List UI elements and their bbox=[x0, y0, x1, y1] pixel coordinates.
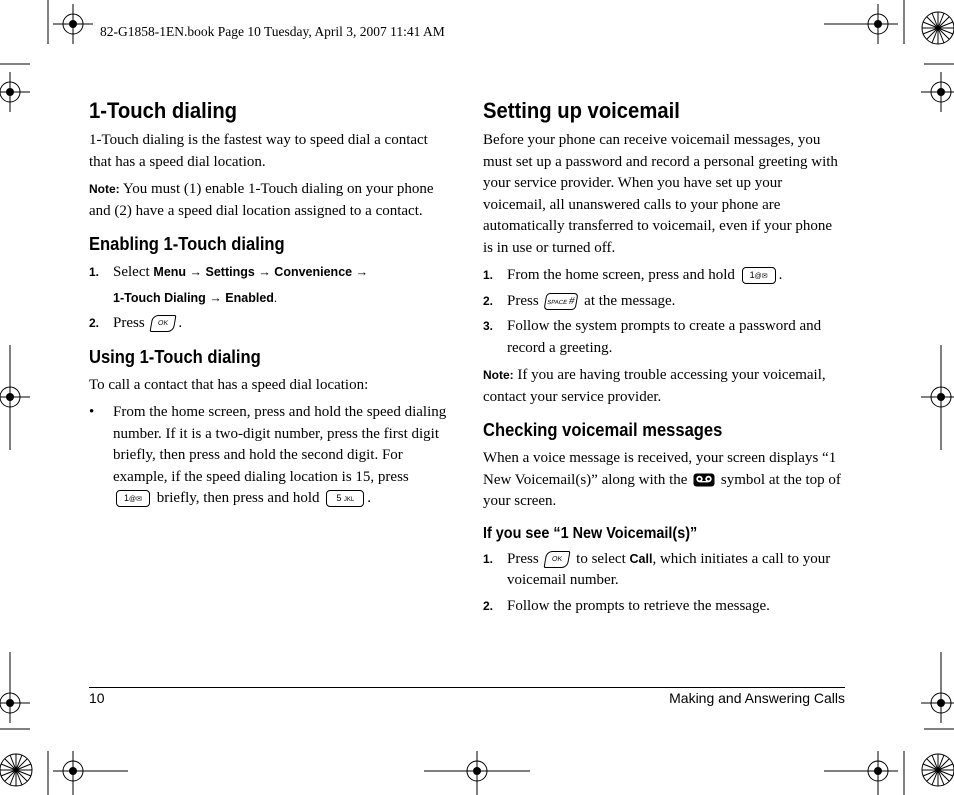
heading-if-you-see: If you see “1 New Voicemail(s)” bbox=[483, 524, 698, 542]
list-item: 2. Press SPACE # at the message. bbox=[483, 292, 676, 309]
list-item: 1. From the home screen, press and hold 1@✉ . bbox=[483, 267, 783, 283]
right-column bbox=[483, 96, 845, 623]
list-item: 1. Select Menu → Settings → Convenience → 1-Touch Dialing → Enabled. bbox=[89, 262, 451, 309]
registration-mark-icon bbox=[424, 751, 530, 795]
registration-mark-icon bbox=[0, 345, 30, 450]
key-1-icon: 1@✉ bbox=[116, 490, 150, 507]
key-5-icon: 5 JKL bbox=[326, 490, 364, 507]
voicemail-intro: Before your phone can receive voicemail messages, you must set up a password and record a personal greeting with your service provider. When you have set up your voicemail, all unanswered calls to your phone are automatically transferred to voicemail, even if your phone is in use or turned off. bbox=[483, 132, 838, 256]
starburst-icon bbox=[922, 12, 954, 44]
left-column bbox=[89, 96, 451, 516]
heading-enabling: Enabling 1-Touch dialing bbox=[89, 234, 285, 254]
intro-paragraph: 1-Touch dialing is the fastest way to speed dial a contact that has a speed dial location. bbox=[89, 132, 428, 170]
if-you-see-steps bbox=[483, 549, 845, 618]
registration-mark-icon bbox=[824, 751, 898, 795]
voicemail-steps bbox=[483, 265, 845, 359]
registration-mark-icon bbox=[0, 72, 30, 112]
section-title-setting-up-voicemail: Setting up voicemail bbox=[483, 98, 680, 123]
using-intro: To call a contact that has a speed dial location: bbox=[89, 376, 369, 393]
note-paragraph bbox=[89, 179, 451, 222]
note-text: You must (1) enable 1-Touch dialing on your phone and (2) have a speed dial location assigned to a contact. bbox=[89, 181, 434, 219]
registration-mark-icon bbox=[53, 751, 128, 795]
registration-mark-icon bbox=[921, 652, 954, 723]
starburst-icon bbox=[0, 754, 32, 786]
footer-section-title: Making and Answering Calls bbox=[669, 690, 845, 706]
space-key-icon: SPACE # bbox=[544, 293, 579, 310]
starburst-icon bbox=[922, 754, 954, 786]
using-bullets bbox=[89, 402, 451, 510]
list-item: • From the home screen, press and hold the speed dialing number. If it is a two-digit number, press the first digit briefly, then press and hold the second digit. For example, if the speed dialing location is 15, press 1@✉ briefly, then press and hold 5 JKL . bbox=[89, 404, 447, 506]
registration-mark-icon bbox=[858, 4, 898, 44]
list-item: 2. Press OK . bbox=[89, 315, 183, 331]
heading-using: Using 1-Touch dialing bbox=[89, 346, 261, 367]
voicemail-icon bbox=[693, 473, 715, 487]
checking-paragraph: When a voice message is received, your screen displays “1 New Voicemail(s)” along with the symbol at the top of your screen. bbox=[483, 450, 841, 509]
section-title-1-touch-dialing: 1-Touch dialing bbox=[89, 98, 238, 123]
registration-mark-icon bbox=[0, 652, 30, 723]
footer-rule bbox=[89, 687, 845, 688]
list-item: 1. Press OK to select Call, which initiates a call to your voicemail number. bbox=[483, 550, 831, 588]
note-label: Note: bbox=[89, 182, 120, 196]
page-number: 10 bbox=[89, 690, 105, 706]
list-item: 2. Follow the prompts to retrieve the message. bbox=[483, 597, 770, 614]
ok-key-icon: OK bbox=[150, 315, 177, 332]
heading-checking: Checking voicemail messages bbox=[483, 420, 723, 440]
ok-key-icon: OK bbox=[544, 551, 571, 568]
print-slug: 82-G1858-1EN.book Page 10 Tuesday, April 3, 2007 11:41 AM bbox=[100, 24, 445, 39]
registration-mark-icon bbox=[921, 345, 954, 450]
key-1-icon: 1@✉ bbox=[742, 267, 776, 284]
registration-mark-icon bbox=[53, 4, 93, 44]
list-item: 3. Follow the system prompts to create a password and record a greeting. bbox=[483, 318, 822, 356]
note-paragraph: Note: If you are having trouble accessing your voicemail, contact your service provider. bbox=[483, 367, 826, 405]
enabling-steps bbox=[89, 262, 451, 335]
menu-path: Menu → Settings → Convenience → 1-Touch Dialing → Enabled. bbox=[113, 265, 369, 305]
registration-mark-icon bbox=[921, 72, 954, 112]
